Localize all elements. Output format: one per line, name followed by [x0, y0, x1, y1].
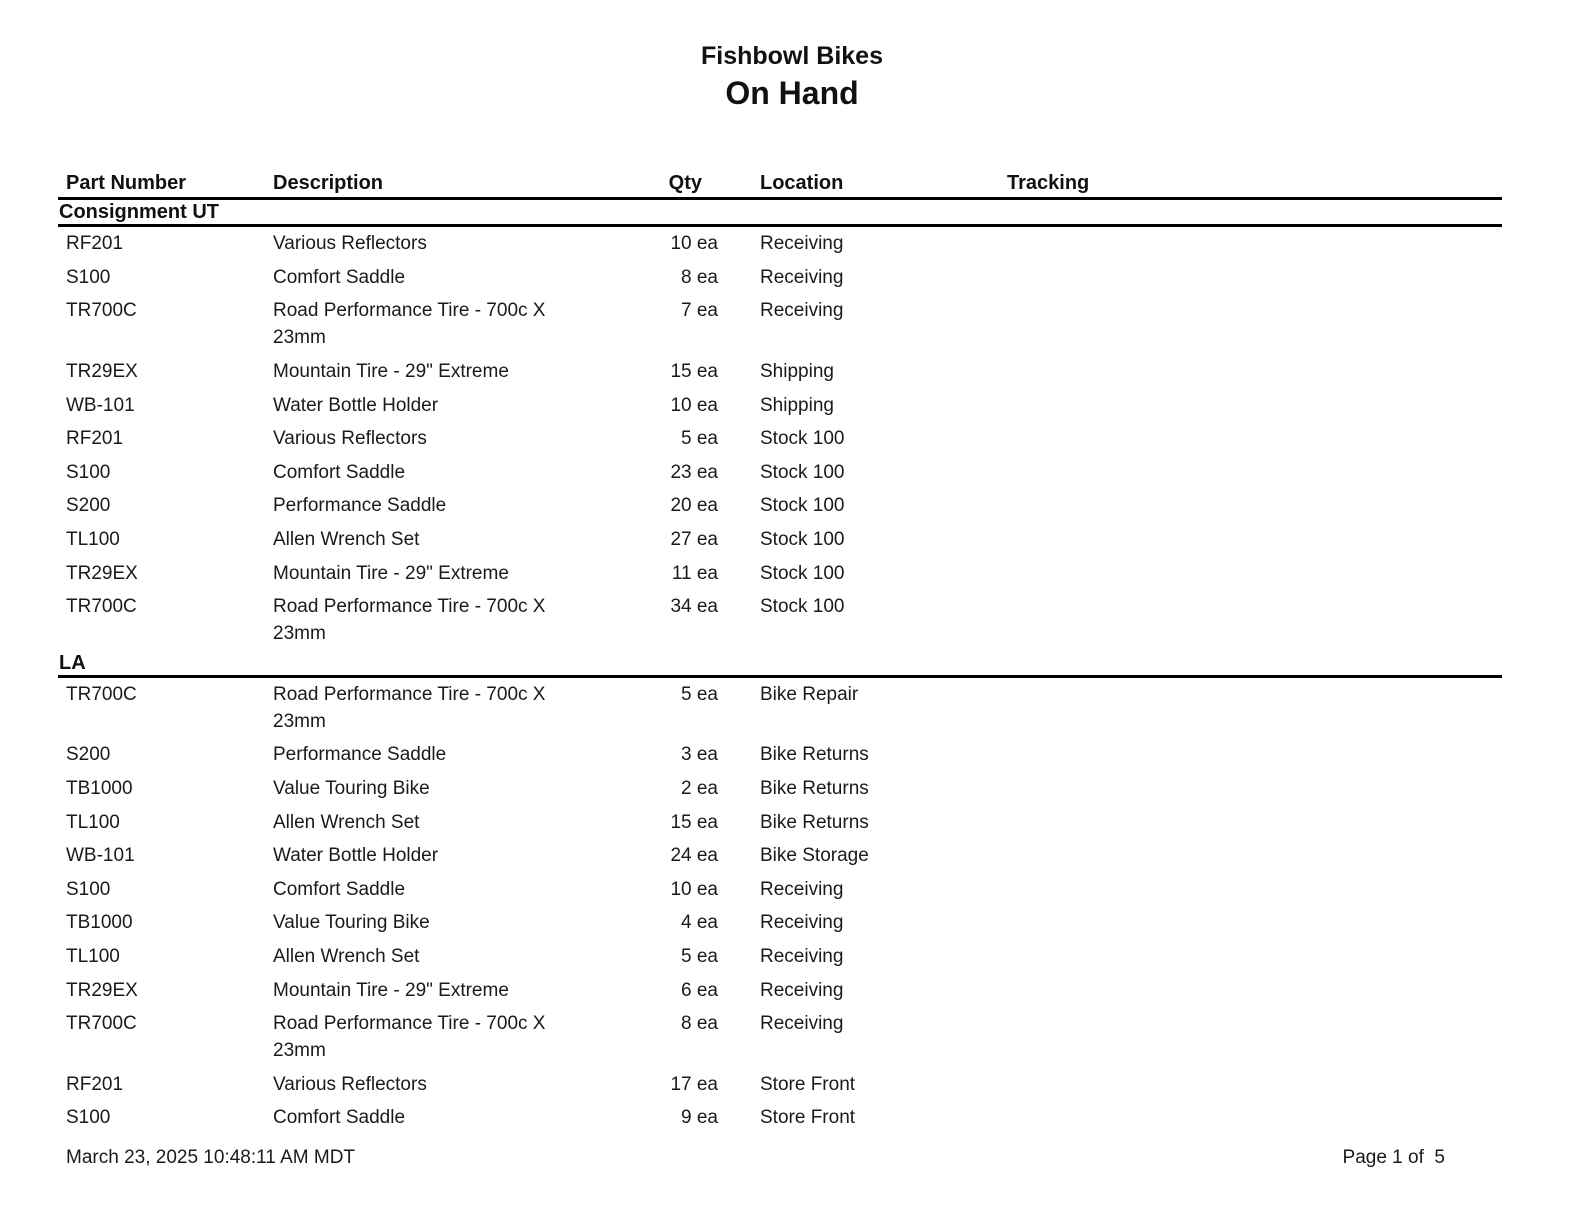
group-header: LA [58, 651, 1502, 678]
cell-location: Shipping [760, 361, 834, 383]
column-header-location: Location [760, 172, 844, 194]
cell-part: WB-101 [66, 394, 135, 416]
cell-part: TR29EX [66, 562, 138, 584]
column-header-part-number: Part Number [66, 172, 187, 194]
cell-part: WB-101 [66, 845, 135, 867]
cell-qty: 2 ea [681, 778, 718, 800]
column-header-tracking: Tracking [1007, 172, 1090, 194]
table-row [58, 355, 1502, 389]
cell-location: Receiving [760, 878, 844, 900]
column-header-description: Description [273, 172, 384, 194]
cell-tracking [1007, 775, 1502, 802]
cell-qty: 10 ea [670, 394, 718, 416]
cell-part: TR700C [66, 596, 137, 618]
cell-part: TB1000 [66, 912, 133, 934]
cell-tracking [1007, 876, 1502, 903]
cell-description: Value Touring Bike [273, 778, 430, 800]
cell-location: Bike Returns [760, 778, 869, 800]
cell-tracking [1007, 593, 1502, 647]
cell-description: Road Performance Tire - 700c X 23mm [273, 596, 546, 645]
cell-part: RF201 [66, 428, 124, 450]
cell-qty: 10 ea [670, 233, 718, 255]
cell-description: Comfort Saddle [273, 266, 406, 288]
table-row [58, 940, 1502, 974]
cell-part: TL100 [66, 811, 120, 833]
cell-part: TR700C [66, 683, 137, 705]
cell-tracking [1007, 977, 1502, 1004]
cell-description: Road Performance Tire - 700c X 23mm [273, 683, 546, 732]
cell-description: Performance Saddle [273, 495, 447, 517]
cell-part: TB1000 [66, 778, 133, 800]
cell-part: S200 [66, 495, 111, 517]
cell-location: Stock 100 [760, 461, 845, 483]
cell-tracking [1007, 297, 1502, 351]
cell-description: Road Performance Tire - 700c X 23mm [273, 300, 546, 349]
cell-description: Performance Saddle [273, 744, 447, 766]
cell-location: Stock 100 [760, 428, 845, 450]
table-row [58, 738, 1502, 772]
cell-qty: 20 ea [670, 495, 718, 517]
cell-tracking [1007, 264, 1502, 291]
table-row [58, 590, 1502, 651]
cell-location: Bike Returns [760, 744, 869, 766]
cell-location: Bike Repair [760, 683, 859, 705]
cell-tracking [1007, 526, 1502, 553]
table-row [58, 1007, 1502, 1068]
table-row [58, 422, 1502, 456]
table-row [58, 906, 1502, 940]
cell-tracking [1007, 809, 1502, 836]
cell-tracking [1007, 1010, 1502, 1064]
cell-description: Water Bottle Holder [273, 394, 439, 416]
cell-tracking [1007, 492, 1502, 519]
cell-location: Store Front [760, 1073, 856, 1095]
cell-location: Stock 100 [760, 562, 845, 584]
cell-qty: 10 ea [670, 878, 718, 900]
cell-qty: 34 ea [670, 596, 718, 618]
report-table [58, 170, 1502, 1135]
cell-description: Allen Wrench Set [273, 945, 420, 967]
group-header: Consignment UT [58, 200, 1502, 227]
page-title: On Hand [725, 74, 859, 111]
cell-part: S100 [66, 1107, 111, 1129]
cell-qty: 15 ea [670, 361, 718, 383]
cell-description: Road Performance Tire - 700c X 23mm [273, 1013, 546, 1062]
cell-description: Water Bottle Holder [273, 845, 439, 867]
cell-tracking [1007, 230, 1502, 257]
cell-description: Various Reflectors [273, 1073, 427, 1095]
cell-qty: 23 ea [670, 461, 718, 483]
table-row [58, 489, 1502, 523]
cell-part: TR700C [66, 300, 137, 322]
table-row [58, 456, 1502, 490]
cell-part: S100 [66, 266, 111, 288]
cell-location: Bike Storage [760, 845, 869, 867]
cell-location: Stock 100 [760, 596, 845, 618]
cell-tracking [1007, 943, 1502, 970]
cell-tracking [1007, 358, 1502, 385]
cell-tracking [1007, 741, 1502, 768]
report-timestamp: March 23, 2025 10:48:11 AM MDT [66, 1147, 356, 1168]
cell-tracking [1007, 909, 1502, 936]
cell-qty: 17 ea [670, 1073, 718, 1095]
cell-qty: 4 ea [681, 912, 718, 934]
cell-tracking [1007, 681, 1502, 735]
table-row [58, 261, 1502, 295]
cell-tracking [1007, 560, 1502, 587]
cell-tracking [1007, 1071, 1502, 1098]
cell-qty: 3 ea [681, 744, 718, 766]
table-row [58, 1101, 1502, 1135]
cell-part: RF201 [66, 233, 124, 255]
table-header-row [58, 170, 1502, 200]
column-header-qty: Qty [668, 172, 702, 194]
table-row [58, 556, 1502, 590]
cell-qty: 11 ea [671, 562, 718, 584]
cell-location: Receiving [760, 233, 844, 255]
cell-qty: 27 ea [670, 529, 718, 551]
cell-location: Receiving [760, 945, 844, 967]
cell-tracking [1007, 392, 1502, 419]
cell-part: TL100 [66, 945, 120, 967]
cell-location: Store Front [760, 1107, 856, 1129]
cell-qty: 8 ea [681, 1013, 718, 1035]
cell-tracking [1007, 459, 1502, 486]
cell-description: Allen Wrench Set [273, 529, 420, 551]
table-row [58, 973, 1502, 1007]
cell-location: Receiving [760, 1013, 844, 1035]
cell-qty: 7 ea [681, 300, 718, 322]
cell-location: Stock 100 [760, 529, 845, 551]
cell-description: Comfort Saddle [273, 461, 406, 483]
table-row [58, 294, 1502, 355]
cell-description: Various Reflectors [273, 233, 427, 255]
page-number: Page 1 of 5 [1342, 1147, 1445, 1168]
cell-tracking [1007, 842, 1502, 869]
table-row [58, 873, 1502, 907]
cell-description: Comfort Saddle [273, 1107, 406, 1129]
cell-qty: 9 ea [681, 1107, 718, 1129]
table-row [58, 1067, 1502, 1101]
cell-part: TR29EX [66, 979, 138, 1001]
cell-location: Receiving [760, 979, 844, 1001]
cell-description: Comfort Saddle [273, 878, 406, 900]
cell-location: Receiving [760, 266, 844, 288]
cell-part: S100 [66, 461, 111, 483]
table-row [58, 388, 1502, 422]
cell-part: TR29EX [66, 361, 138, 383]
cell-description: Various Reflectors [273, 428, 427, 450]
cell-qty: 5 ea [681, 428, 718, 450]
cell-description: Mountain Tire - 29" Extreme [273, 562, 509, 584]
table-row [58, 227, 1502, 261]
cell-location: Bike Returns [760, 811, 869, 833]
cell-description: Value Touring Bike [273, 912, 430, 934]
cell-description: Mountain Tire - 29" Extreme [273, 361, 509, 383]
cell-qty: 5 ea [681, 945, 718, 967]
cell-part: RF201 [66, 1073, 124, 1095]
cell-description: Allen Wrench Set [273, 811, 420, 833]
cell-location: Receiving [760, 912, 844, 934]
table-row [58, 772, 1502, 806]
cell-location: Shipping [760, 394, 834, 416]
table-row [58, 523, 1502, 557]
table-row [58, 805, 1502, 839]
cell-qty: 15 ea [670, 811, 718, 833]
cell-qty: 24 ea [670, 845, 718, 867]
cell-qty: 8 ea [681, 266, 718, 288]
cell-location: Stock 100 [760, 495, 845, 517]
cell-part: S100 [66, 878, 111, 900]
cell-tracking [1007, 425, 1502, 452]
cell-tracking [1007, 1104, 1502, 1131]
report-footer [58, 1144, 1526, 1171]
table-row [58, 839, 1502, 873]
company-name: Fishbowl Bikes [701, 42, 883, 70]
cell-qty: 5 ea [681, 683, 718, 705]
cell-part: TL100 [66, 529, 120, 551]
cell-part: TR700C [66, 1013, 137, 1035]
table-row [58, 678, 1502, 739]
cell-qty: 6 ea [681, 979, 718, 1001]
cell-part: S200 [66, 744, 111, 766]
cell-location: Receiving [760, 300, 844, 322]
cell-description: Mountain Tire - 29" Extreme [273, 979, 509, 1001]
